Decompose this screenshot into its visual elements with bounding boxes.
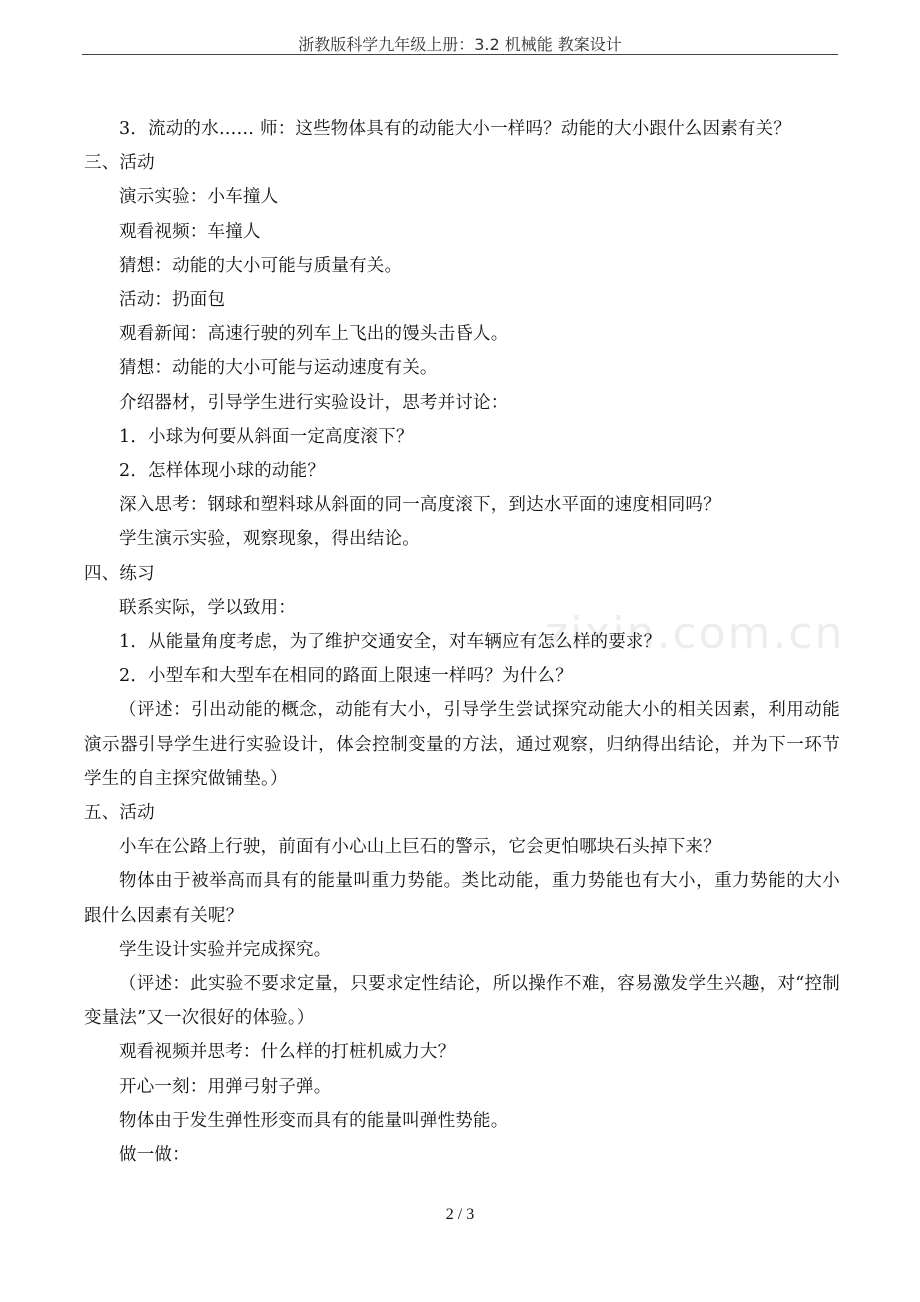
paragraph: 介绍器材，引导学生进行实验设计，思考并讨论： [119, 392, 509, 413]
list-item: 2．小型车和大型车在相同的路面上限速一样吗？为什么？ [119, 666, 573, 687]
paragraph: 深入思考：钢球和塑料球从斜面的同一高度滚下，到达水平面的速度相同吗？ [119, 495, 721, 516]
paragraph: 小车在公路上行驶，前面有小心山上巨石的警示，它会更怕哪块石头掉下来？ [119, 837, 721, 858]
paragraph: 开心一刻：用弹弓射子弹。 [119, 1076, 332, 1097]
list-item: 2．怎样体现小球的动能？ [119, 461, 326, 482]
paragraph: 物体由于发生弹性形变而具有的能量叫弹性势能。 [119, 1110, 509, 1131]
section-heading: 四、练习 [84, 563, 155, 584]
section-heading: 五、活动 [84, 803, 155, 824]
paragraph: 观看视频并思考：什么样的打桩机威力大？ [119, 1042, 456, 1063]
page-number: 2 / 3 [445, 1206, 475, 1223]
paragraph: 3．流动的水…… 师：这些物体具有的动能大小一样吗？动能的大小跟什么因素有关？ [119, 119, 791, 139]
watermark: zixin.com.cn [545, 608, 845, 659]
paragraph: 联系实际，学以致用： [119, 597, 296, 618]
page-header: 浙教版科学九年级上册：3.2 机械能 教案设计 [298, 35, 622, 54]
paragraph: 物体由于被举高而具有的能量叫重力势能。类比动能，重力势能也有大小，重力势能的大小跟什么因素有关呢？ [84, 871, 840, 926]
document-body [84, 112, 840, 1172]
paragraph: 观看视频：车撞人 [119, 221, 261, 242]
paragraph: 观看新闻：高速行驶的列车上飞出的馒头击昏人。 [119, 324, 509, 345]
list-item: 1．从能量角度考虑，为了维护交通安全，对车辆应有怎么样的要求？ [119, 632, 662, 653]
paragraph: 做一做： [119, 1145, 190, 1166]
header-rule [82, 54, 838, 55]
commentary-paragraph: （评述：引出动能的概念，动能有大小，引导学生尝试探究动能大小的相关因素，利用动能演示器引导学生进行实验设计，体会控制变量的方法，通过观察，归纳得出结论，并为下一环节学生的自主探究做铺垫。） [84, 700, 840, 789]
paragraph: 猜想：动能的大小可能与运动速度有关。 [119, 358, 438, 379]
paragraph: 学生演示实验，观察现象，得出结论。 [119, 529, 420, 550]
paragraph: 活动：扔面包 [119, 290, 226, 311]
section-heading: 三、活动 [84, 153, 155, 174]
list-item: 1．小球为何要从斜面一定高度滚下？ [119, 426, 414, 447]
paragraph: 演示实验：小车撞人 [119, 187, 279, 208]
paragraph: 猜想：动能的大小可能与质量有关。 [119, 255, 403, 276]
commentary-paragraph: （评述：此实验不要求定量，只要求定性结论，所以操作不难，容易激发学生兴趣，对“控制变量法”又一次很好的体验。） [84, 974, 840, 1029]
paragraph: 学生设计实验并完成探究。 [119, 939, 332, 960]
